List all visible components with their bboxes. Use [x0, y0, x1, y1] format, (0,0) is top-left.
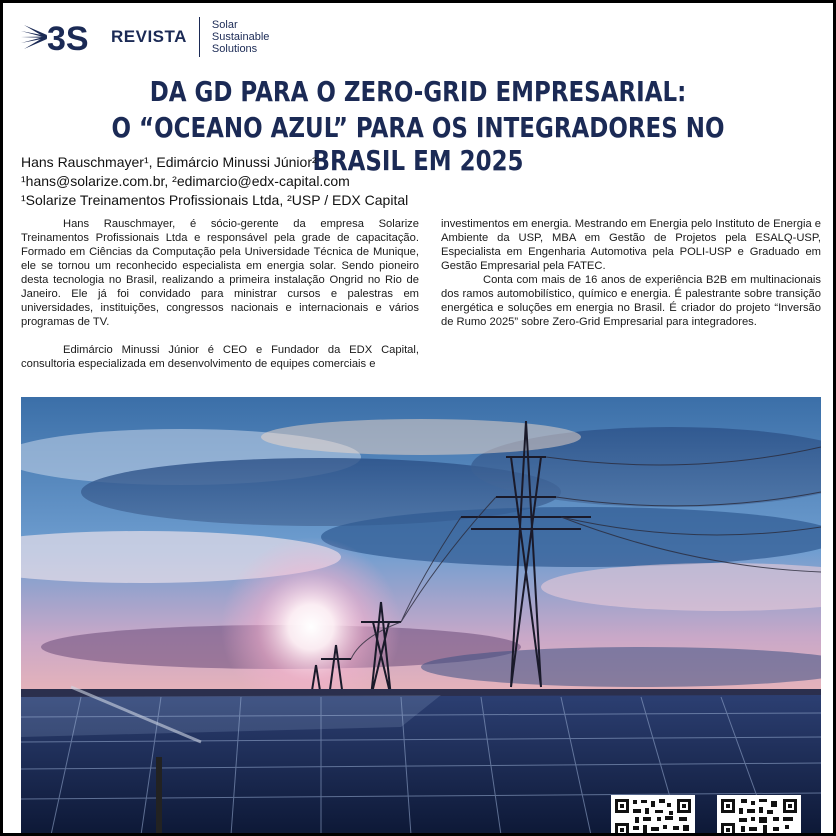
author-names: Hans Rauschmayer¹, Edimárcio Minussi Júnior² [21, 154, 317, 170]
svg-text:3S: 3S [47, 20, 89, 57]
article-title-line2: O “OCEANO AZUL” PARA OS INTEGRADORES NO BRASIL EM 2025 [111, 111, 725, 177]
author-emails: ¹hans@solarize.com.br, ²edimarcio@edx-capital.com [21, 173, 350, 189]
column-right [441, 217, 821, 329]
qr-code-icon[interactable] [717, 795, 801, 836]
masthead [21, 15, 269, 59]
bio-paragraph: Conta com mais de 16 anos de experiência B2B em multinacionais dos ramos automobilístico, químico e energia. É palestrante sobre transição energética e soluções em energia no Brasil. É criador do projeto “Inversão de Rumo 2025” sobre Zero-Grid Empresarial para integradores. [441, 274, 821, 328]
bio-paragraph: Hans Rauschmayer, é sócio-gerente da empresa Solarize Treinamentos Profissionais Ltda e responsável pela grade de capacitação. Formado em Ciências da Computação pela Universidade Técnica de Munique, ele se tornou um reconhecido especialista em energia solar. Sendo pioneiro desta tecnologia no Brasil, realizando a primeira instalação Ongrid no Rio de Janeiro. Ele já foi convidado para ministrar cursos e palestras em universidades, instituições, congressos nacionais e internacionais e vários programas de TV. [21, 218, 419, 328]
author-block [21, 153, 408, 210]
bio-paragraph: Edimárcio Minussi Júnior é CEO e Fundador da EDX Capital, consultoria especializada em desenvolvimento de equipes comerciais e [21, 344, 419, 370]
brand-tagline: Solar Sustainable Solutions [211, 19, 270, 55]
author-affiliations: ¹Solarize Treinamentos Profissionais Ltda, ²USP / EDX Capital [21, 192, 409, 208]
brand-name: REVISTA [111, 27, 187, 46]
sunburst-logo-icon [21, 17, 103, 57]
qr-code-icon[interactable] [611, 795, 695, 836]
article-title-line1: DA GD PARA O ZERO-GRID EMPRESARIAL: [149, 75, 687, 108]
bio-paragraph: investimentos em energia. Mestrando em Energia pelo Instituto de Energia e Ambiente da USP, MBA em Gestão de Projetos pela ESALQ-USP, Especialista em Engenharia Automotiva pela POLI-USP e Graduado em Gestão Empresarial pela FATEC. [441, 218, 821, 272]
header-divider [199, 17, 200, 57]
solar-panels-powerlines-photo [21, 397, 821, 835]
column-left [21, 217, 419, 371]
